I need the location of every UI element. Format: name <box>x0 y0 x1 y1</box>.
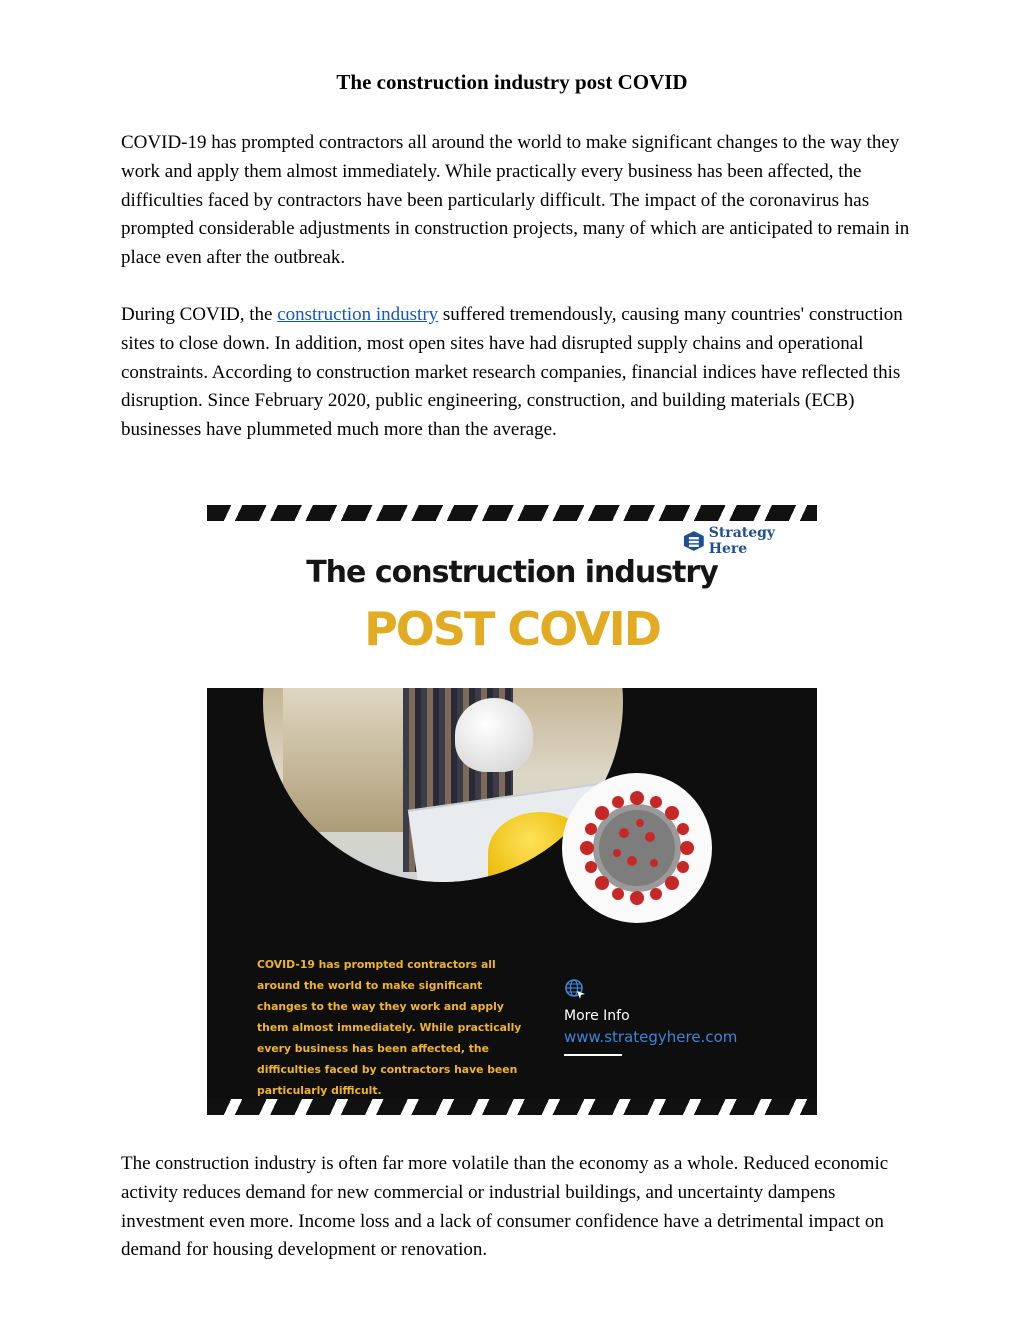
banner-body-text: COVID-19 has prompted contractors all around the world to make significant changes to the way they work and apply them almost immediately. While practically every business has been affected, the difficulties faced by contractors have been particularly difficult. <box>257 958 522 1097</box>
hazard-stripes-top <box>207 505 817 521</box>
banner-title: The construction industry <box>306 555 718 590</box>
coronavirus-icon <box>562 773 712 923</box>
website-url: www.strategyhere.com <box>564 1028 738 1046</box>
paragraph-volatility: The construction industry is often far more volatile than the economy as a whole. Reduced economic activity reduces demand for new commercial or industrial buildings, and uncertainty dampens investment even more. Income loss and a lack of consumer confidence have a detrimental impact on demand for housing development or renovation. <box>121 1153 889 1261</box>
strategy-here-logo <box>683 525 817 557</box>
globe-icon <box>564 978 586 1000</box>
banner-subtitle: POST COVID <box>364 602 660 656</box>
infographic-banner <box>207 505 817 1115</box>
logo-text: Strategy Here <box>708 525 776 557</box>
logo-mark-icon <box>683 530 705 552</box>
paragraph-during-covid <box>121 301 921 445</box>
paragraph-text-after-link: suffered tremendously, causing many countries' construction sites to close down. In addition, most open sites have had disrupted supply chains and operational constraints. According to construction market research companies, financial indices have reflected this disruption. Since February 2020, public engineering, construction, and building materials (ECB) businesses have plummeted much more than the average. <box>121 304 903 441</box>
paragraph-intro: COVID-19 has prompted contractors all around the world to make significant changes to the way they work and apply them almost immediately. While practically every business has been affected, the difficulties faced by contractors have been particularly difficult. The impact of the coronavirus has prompted considerable adjustments in construction projects, many of which are anticipated to remain in place even after the outbreak. <box>121 132 910 269</box>
more-info-label: More Info <box>564 1008 630 1024</box>
document-title: The construction industry post COVID <box>336 70 688 94</box>
construction-industry-link[interactable]: construction industry <box>277 304 439 325</box>
coronavirus-image <box>562 773 712 923</box>
photo-panel <box>207 688 817 1099</box>
paragraph-text-before-link: During COVID, the <box>121 304 278 325</box>
url-underline <box>564 1054 622 1056</box>
white-hard-hat-icon <box>455 698 533 772</box>
window-background <box>283 688 413 832</box>
hazard-stripes-bottom <box>207 1099 817 1115</box>
more-info-block <box>564 978 794 1056</box>
